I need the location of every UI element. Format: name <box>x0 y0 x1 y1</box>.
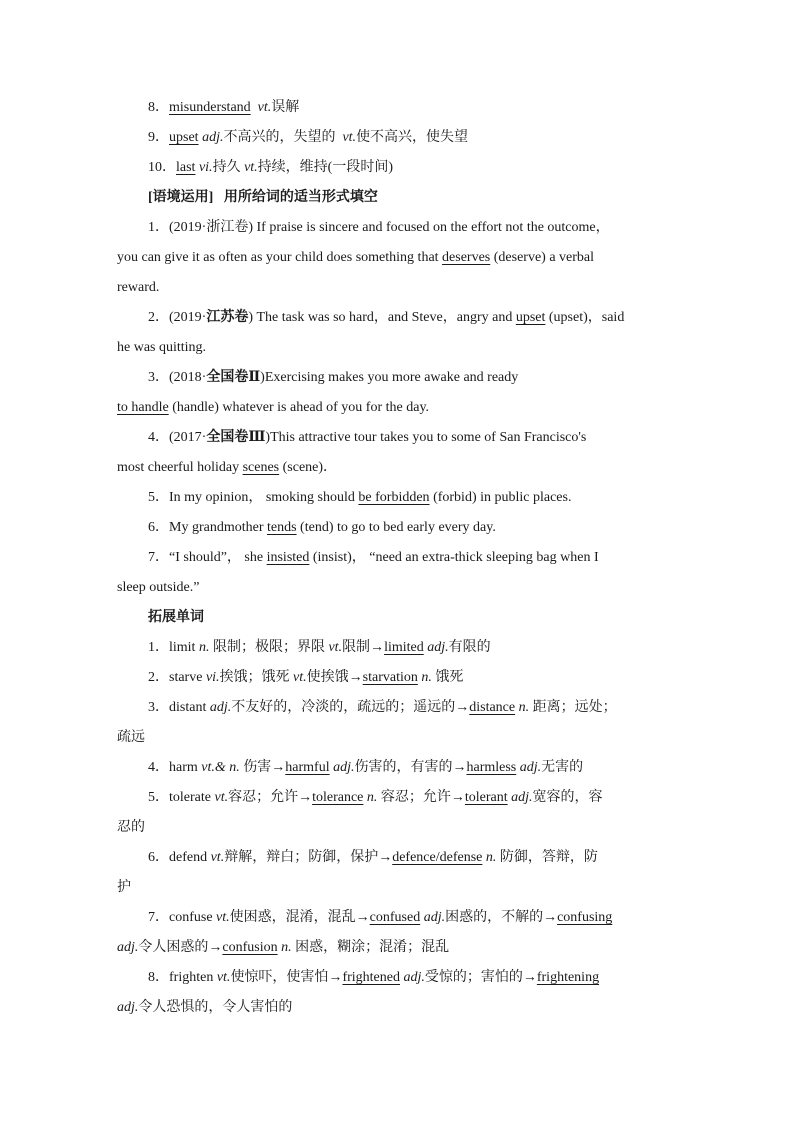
part-of-speech: adj. <box>420 910 446 925</box>
answer-word: deserves <box>442 250 491 265</box>
question-number: 5． <box>148 490 169 505</box>
answer-word: tolerance <box>312 790 364 805</box>
question-text: most cheerful holiday <box>117 460 243 475</box>
question-source: (2018· <box>169 370 207 385</box>
answer-word: upset <box>515 310 546 325</box>
definition: 困惑，糊涂；混淆；混乱 <box>291 940 450 955</box>
question-text: he was quitting. <box>117 340 207 355</box>
question-number: 6． <box>148 520 169 535</box>
item-number: 6． <box>148 850 169 865</box>
headword: defend <box>169 850 211 865</box>
answer-word: insisted <box>266 550 310 565</box>
expand-item-5-line-1 <box>117 783 682 813</box>
definition: 饿死 <box>431 670 464 685</box>
expand-item-8-line-1 <box>117 963 682 993</box>
question-hint: (forbid) in public places. <box>429 490 572 505</box>
definition: 容忍；允许→ <box>377 790 465 805</box>
question-source: ) <box>265 430 271 445</box>
question-text: My grandmother <box>169 520 267 535</box>
heading-text: 用所给词的适当形式填空 <box>223 190 378 205</box>
expand-item-7-line-2 <box>117 933 682 963</box>
question-source-exam: 江苏卷 <box>206 310 249 325</box>
definition: 持久 <box>212 160 241 175</box>
question-7-line-2 <box>117 573 682 603</box>
question-source: ) <box>260 370 265 385</box>
definition: 挨饿；饿死 <box>219 670 294 685</box>
part-of-speech: vt. <box>216 970 231 985</box>
part-of-speech: n. <box>277 940 292 955</box>
question-source: (2017· <box>169 430 207 445</box>
definition: 伤害的，有害的→ <box>354 760 467 775</box>
part-of-speech: adj. <box>423 640 449 655</box>
part-of-speech: vt. <box>328 640 343 655</box>
question-2-line-2 <box>117 333 682 363</box>
question-1-line-2 <box>117 243 682 273</box>
part-of-speech: vt. <box>214 790 229 805</box>
part-of-speech: n. <box>417 670 432 685</box>
question-hint: (scene)． <box>279 460 338 475</box>
question-1-line-3 <box>117 273 682 303</box>
question-text: you can give it as often as your child does something that <box>117 250 443 265</box>
headword: distant <box>169 700 210 715</box>
section-heading-usage <box>117 183 682 213</box>
answer-word: misunderstand <box>169 100 251 115</box>
definition: 受惊的；害怕的→ <box>424 970 537 985</box>
expand-item-3-line-1 <box>117 693 682 723</box>
question-number: 3． <box>148 370 169 385</box>
question-number: 1． <box>148 220 169 235</box>
answer-word: distance <box>469 700 516 715</box>
definition: 伤害→ <box>239 760 286 775</box>
definition: 辩解，辩白；防御，保护→ <box>224 850 393 865</box>
question-text: The task was so hard，and Steve，angry and <box>253 310 516 325</box>
question-2-line-1 <box>117 303 682 333</box>
question-text: If praise is sincere and focused on the effort not the outcome， <box>253 220 610 235</box>
definition: 使挨饿→ <box>306 670 363 685</box>
part-of-speech: n. <box>198 640 210 655</box>
heading-tag: [语境运用] <box>148 190 214 205</box>
definition: 令人恐惧的，令人害怕的 <box>138 1000 293 1015</box>
expand-item-4 <box>117 753 682 783</box>
headword: frighten <box>169 970 217 985</box>
item-number: 4． <box>148 760 169 775</box>
headword: harm <box>169 760 202 775</box>
definition: 不友好的，冷淡的，疏远的；遥远的→ <box>231 700 470 715</box>
part-of-speech: adj. <box>209 700 232 715</box>
item-number: 9． <box>148 130 169 145</box>
question-number: 2． <box>148 310 169 325</box>
question-1-line-1 <box>117 213 682 243</box>
definition: 无害的 <box>541 760 584 775</box>
answer-word: tolerant <box>464 790 508 805</box>
question-hint: (deserve) a verbal <box>490 250 595 265</box>
definition: 忍的 <box>117 820 145 835</box>
question-4-line-1 <box>117 423 682 453</box>
part-of-speech: vt. <box>293 670 307 685</box>
item-number: 7． <box>148 910 169 925</box>
expand-item-6-line-2 <box>117 873 682 903</box>
definition: 使惊吓，使害怕→ <box>230 970 343 985</box>
definition: 防御，答辩，防 <box>496 850 598 865</box>
item-number: 8． <box>148 970 169 985</box>
headword: starve <box>169 670 206 685</box>
definition: 疏远 <box>117 730 145 745</box>
definition: 限制→ <box>342 640 385 655</box>
item-number: 2． <box>148 670 169 685</box>
vocab-item-8 <box>117 93 682 123</box>
question-4-line-2 <box>117 453 682 483</box>
heading-text: 拓展单词 <box>148 610 204 625</box>
expand-item-8-line-2 <box>117 993 682 1023</box>
question-source-exam: 全国卷Ⅱ <box>206 370 261 385</box>
definition: 令人困惑的→ <box>138 940 223 955</box>
part-of-speech: adj. <box>202 130 224 145</box>
part-of-speech: adj. <box>399 970 425 985</box>
part-of-speech: vi. <box>198 160 213 175</box>
vocab-item-9 <box>117 123 682 153</box>
part-of-speech: vt. <box>210 850 225 865</box>
part-of-speech: vi. <box>205 670 220 685</box>
question-hint: (handle) whatever is ahead of you for the day. <box>168 400 430 415</box>
vocab-item-10 <box>117 153 682 183</box>
question-5 <box>117 483 682 513</box>
expand-item-1 <box>117 633 682 663</box>
expand-item-6-line-1 <box>117 843 682 873</box>
answer-word: confused <box>369 910 421 925</box>
question-hint: (insist)， “need an extra-thick sleeping bag when I <box>309 550 599 565</box>
part-of-speech: adj. <box>507 790 533 805</box>
definition: 误解 <box>271 100 300 115</box>
answer-word: to handle <box>117 400 169 415</box>
question-text: “I should”， she <box>169 550 267 565</box>
answer-word: starvation <box>362 670 418 685</box>
question-7-line-1 <box>117 543 682 573</box>
question-text: This attractive tour takes you to some of San Francisco's <box>270 430 587 445</box>
item-number: 10． <box>148 160 176 175</box>
definition: 使困惑，混淆，混乱→ <box>229 910 370 925</box>
section-heading-expand <box>117 603 682 633</box>
answer-word: last <box>176 160 196 175</box>
question-6 <box>117 513 682 543</box>
definition: 使不高兴，使失望 <box>356 130 469 145</box>
definition: 有限的 <box>448 640 491 655</box>
definition: 距离；远处； <box>529 700 617 715</box>
item-number: 8． <box>148 100 169 115</box>
question-number: 7． <box>148 550 169 565</box>
answer-word: harmless <box>466 760 517 775</box>
question-3-line-1 <box>117 363 682 393</box>
definition: 容忍；允许→ <box>228 790 313 805</box>
question-hint: (upset)，said <box>545 310 625 325</box>
answer-word: scenes <box>242 460 280 475</box>
item-number: 3． <box>148 700 169 715</box>
question-source: (2019· <box>169 310 207 325</box>
definition: 持续，维持(一段时间) <box>257 160 393 175</box>
answer-word: tends <box>266 520 297 535</box>
headword: tolerate <box>169 790 215 805</box>
item-number: 5． <box>148 790 169 805</box>
question-source: (2019·浙江卷) <box>169 220 253 235</box>
part-of-speech: vt.& n. <box>201 760 240 775</box>
item-number: 1． <box>148 640 169 655</box>
answer-word: upset <box>169 130 199 145</box>
answer-word: limited <box>384 640 424 655</box>
definition: 不高兴的，失望的 <box>223 130 336 145</box>
part-of-speech: adj. <box>329 760 355 775</box>
expand-item-5-line-2 <box>117 813 682 843</box>
question-text: In my opinion， smoking should <box>169 490 359 505</box>
answer-word: defence/defense <box>392 850 483 865</box>
part-of-speech: vt. <box>342 130 357 145</box>
question-text: sleep outside.” <box>117 580 200 595</box>
part-of-speech: vt. <box>216 910 230 925</box>
answer-word: harmful <box>285 760 330 775</box>
definition: 限制；极限；界限 <box>209 640 329 655</box>
answer-word: frightening <box>536 970 600 985</box>
headword: limit <box>169 640 199 655</box>
part-of-speech: adj. <box>117 1000 139 1015</box>
expand-item-7-line-1 <box>117 903 682 933</box>
definition: 宽容的，容 <box>532 790 603 805</box>
question-text: reward. <box>117 280 160 295</box>
part-of-speech: adj. <box>117 940 139 955</box>
question-number: 4． <box>148 430 169 445</box>
part-of-speech: adj. <box>516 760 542 775</box>
part-of-speech: n. <box>515 700 530 715</box>
expand-item-3-line-2 <box>117 723 682 753</box>
document-content <box>117 93 682 1023</box>
part-of-speech: n. <box>482 850 497 865</box>
part-of-speech: vt. <box>244 160 258 175</box>
question-text: Exercising makes you more awake and ready <box>264 370 519 385</box>
question-source-exam: 全国卷Ⅲ <box>206 430 266 445</box>
answer-word: frightened <box>342 970 400 985</box>
question-3-line-2 <box>117 393 682 423</box>
definition: 护 <box>117 880 131 895</box>
part-of-speech: n. <box>363 790 378 805</box>
answer-word: confusing <box>557 910 613 925</box>
answer-word: be forbidden <box>358 490 430 505</box>
expand-item-2 <box>117 663 682 693</box>
question-hint: (tend) to go to bed early every day. <box>296 520 496 535</box>
part-of-speech: vt. <box>257 100 272 115</box>
answer-word: confusion <box>222 940 278 955</box>
question-source: ) <box>248 310 253 325</box>
headword: confuse <box>169 910 217 925</box>
definition: 困惑的，不解的→ <box>445 910 558 925</box>
